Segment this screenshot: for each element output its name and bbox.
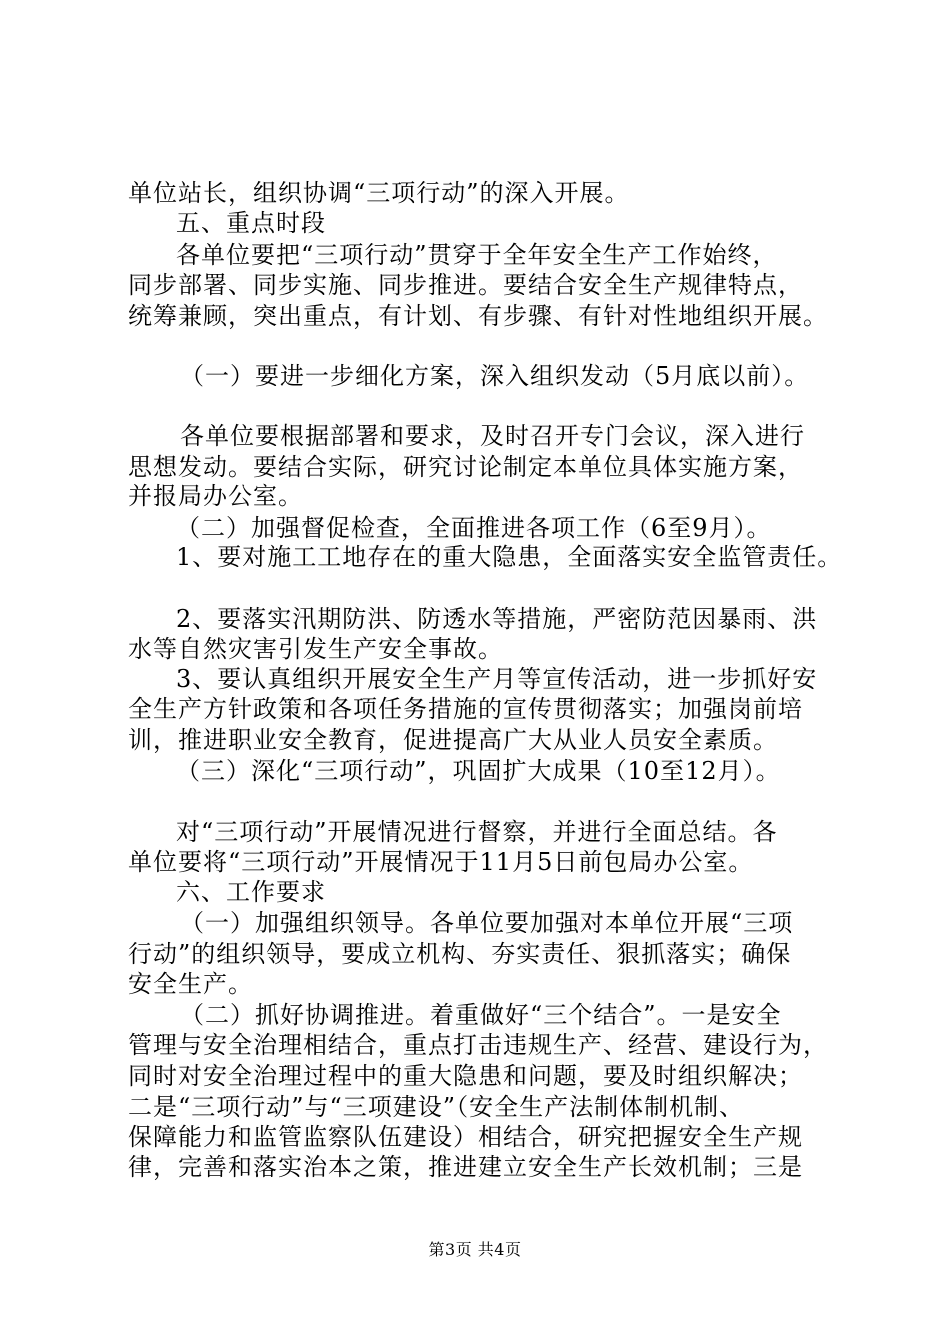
text-line: 全生产方针政策和各项任务措施的宣传贯彻落实；加强岗前培 — [128, 695, 803, 723]
text-line: 二是“三项行动”与“三项建设”（安全生产法制体制机制、 — [128, 1093, 745, 1121]
subsection-heading-three: （三）深化“三项行动”，巩固扩大成果（10至12月）。 — [176, 757, 781, 785]
text-line: 并报局办公室。 — [128, 482, 303, 510]
text-line: 对“三项行动”开展情况进行督察，并进行全面总结。各 — [176, 818, 778, 846]
text-line: 水等自然灾害引发生产安全事故。 — [128, 635, 503, 663]
list-item: 1、要对施工工地存在的重大隐患，全面落实安全监管责任。 — [176, 543, 843, 571]
section-heading-six: 六、工作要求 — [176, 878, 326, 906]
text-line: 训，推进职业安全教育，促进提高广大从业人员安全素质。 — [128, 726, 778, 754]
list-item: 2、要落实汛期防洪、防透水等措施，严密防范因暴雨、洪 — [176, 605, 818, 633]
list-item: 3、要认真组织开展安全生产月等宣传活动，进一步抓好安 — [176, 665, 818, 693]
section-heading-five: 五、重点时段 — [176, 209, 326, 237]
page-number-footer: 第3页 共4页 — [428, 1240, 522, 1259]
text-line: 各单位要把“三项行动”贯穿于全年安全生产工作始终， — [176, 241, 778, 269]
text-line: 统筹兼顾，突出重点，有计划、有步骤、有针对性地组织开展。 — [128, 302, 828, 330]
text-line: 安全生产。 — [128, 970, 253, 998]
text-line: 行动”的组织领导，要成立机构、夯实责任、狠抓落实；确保 — [128, 940, 792, 968]
subsection-heading-one: （一）要进一步细化方案，深入组织发动（5月底以前）。 — [180, 362, 810, 390]
text-line: （二）抓好协调推进。着重做好“三个结合”。一是安全 — [180, 1001, 782, 1029]
text-line: 同步部署、同步实施、同步推进。要结合安全生产规律特点， — [128, 271, 803, 299]
text-line: 单位要将“三项行动”开展情况于11月5日前包局办公室。 — [128, 848, 754, 876]
text-line: 思想发动。要结合实际，研究讨论制定本单位具体实施方案， — [128, 453, 803, 481]
text-line: 单位站长，组织协调“三项行动”的深入开展。 — [128, 179, 630, 207]
text-line: 各单位要根据部署和要求，及时召开专门会议，深入进行 — [180, 422, 805, 450]
text-line: 管理与安全治理相结合，重点打击违规生产、经营、建设行为， — [128, 1031, 828, 1059]
text-line: 律，完善和落实治本之策，推进建立安全生产长效机制；三是 — [128, 1153, 803, 1181]
text-line: 保障能力和监管监察队伍建设）相结合，研究把握安全生产规 — [128, 1123, 803, 1151]
subsection-heading-two: （二）加强督促检查，全面推进各项工作（6至9月）。 — [176, 514, 772, 542]
text-line: （一）加强组织领导。各单位要加强对本单位开展“三项 — [180, 909, 794, 937]
text-line: 同时对安全治理过程中的重大隐患和问题，要及时组织解决； — [128, 1062, 803, 1090]
